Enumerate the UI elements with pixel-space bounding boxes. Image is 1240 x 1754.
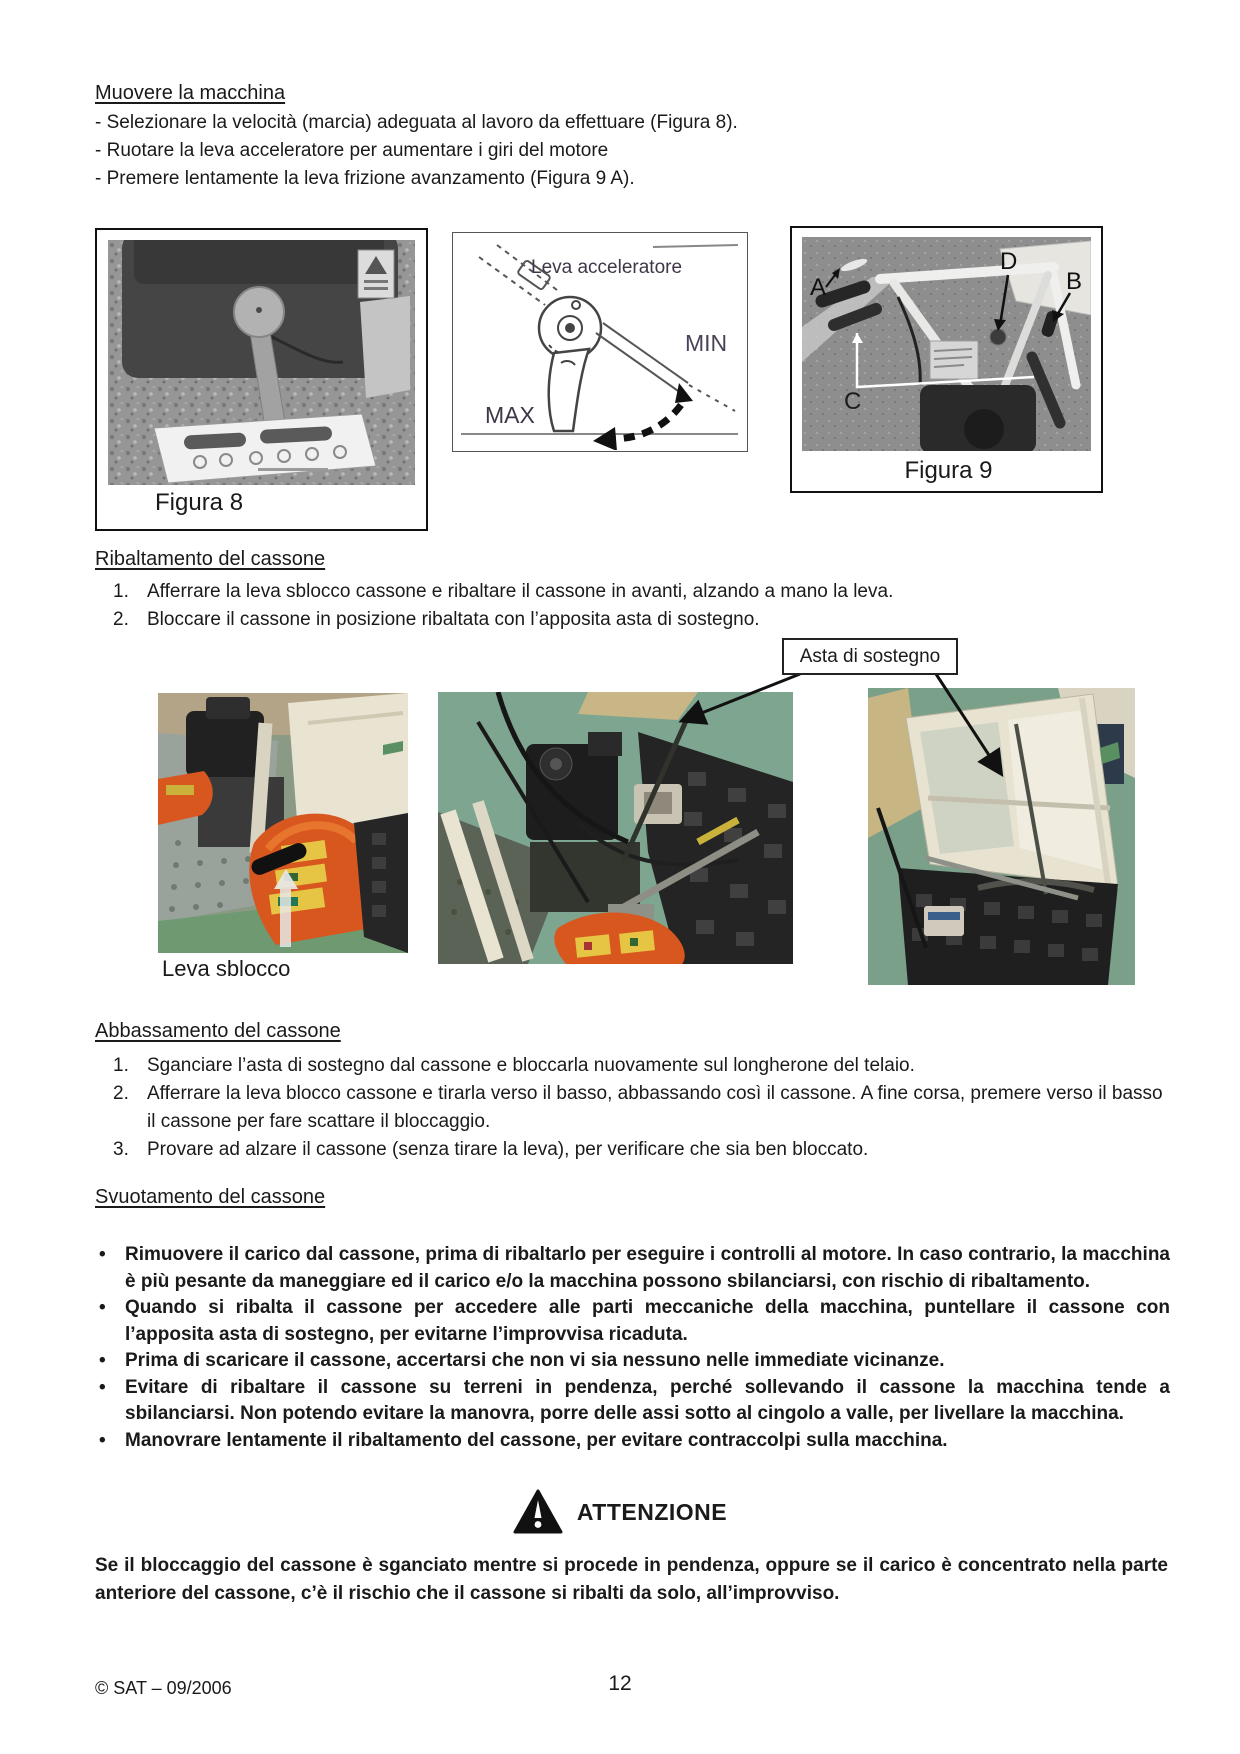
bullet-marker: • [99,1350,106,1371]
heading-svuotamento: Svuotamento del cassone [95,1186,326,1208]
knob-d [990,329,1006,345]
heading-muovere: Muovere la macchina [95,82,286,104]
white-arrow-shaft [280,889,291,947]
accel-diagram-frame [452,232,748,452]
figura9-label-a: A [810,274,827,301]
muovere-item: - Premere lentamente la leva frizione avanzamento (Figura 9 A). [95,168,635,189]
ribaltamento-list [95,578,1170,634]
footer-copyright: © SAT – 09/2006 [95,1678,232,1698]
list-item: • Quando si ribalta il cassone per accedere alle parti meccaniche della macchina, puntellare il cassone con l’apposita asta di sostegno, per evitarne l’improvvisa ricaduta. [95,1295,1170,1348]
figura9-frame [790,226,1103,493]
bullet-marker: • [99,1244,106,1265]
decal [930,341,978,379]
list-item: • Rimuovere il carico dal cassone, prima di ribaltarlo per eseguire i controlli al motore. In caso contrario, la macchina è più pesante da maneggiare ed il carico e/o la macchina possono sbilanciarsi, con rischio di ribaltamento. [95,1242,1170,1295]
figura9-photo [802,237,1091,451]
min-label: MIN [685,330,728,356]
section-muovere [95,80,1170,193]
leva-sblocco-caption: Leva sblocco [162,956,291,981]
figura9-label-c: C [844,388,862,415]
figura8-frame [95,228,428,531]
list-item: 2. Afferrare la leva blocco cassone e tirarla verso il basso, abbassando così il cassone. A fine corsa, premere verso il basso il cassone per fare scattare il bloccaggio. [113,1083,1163,1132]
accel-label: Leva acceleratore [531,257,683,278]
list-item: • Evitare di ribaltare il cassone su terreni in pendenza, perché sollevando il cassone la macchina tende a sbilanciarsi. Non potendo evitare la manovra, porre delle assi sotto al cingolo a valle, per livellare la macchina. [95,1375,1170,1428]
muovere-list [95,109,1170,193]
accel-diagram [453,233,746,450]
figura9-label-d: D [1000,248,1018,275]
figura8-caption: Figura 8 [155,489,244,516]
asta-callout-box [782,638,958,675]
photo-cassone-raised [868,688,1135,985]
bullet-marker: • [99,1429,106,1451]
abbassamento-list [95,1052,1170,1164]
figura9-label-b: B [1066,268,1083,295]
muovere-item: - Selezionare la velocità (marcia) adeguata al lavoro da effettuare (Figura 8). [95,112,738,133]
list-item: 3. Provare ad alzare il cassone (senza tirare la leva), per verificare che sia ben bloccato. [113,1139,869,1160]
figura9-caption: Figura 9 [904,457,993,484]
section-ribaltamento [95,546,1170,634]
svuotamento-list [95,1242,1170,1454]
engine [186,711,264,777]
list-item: 1. Afferrare la leva sblocco cassone e ribaltare il cassone in avanti, alzando a mano la leva. [113,581,894,602]
bullet-marker: • [99,1297,106,1318]
heading-ribaltamento: Ribaltamento del cassone [95,548,326,570]
muovere-item: - Ruotare la leva acceleratore per aumentare i giri del motore [95,140,609,161]
section-svuotamento [95,1184,1170,1454]
figura8-photo [108,240,415,485]
attenzione-banner [0,1488,1240,1536]
warning-paragraph: Se il bloccaggio del cassone è sganciato mentre si procede in pendenza, oppure se il carico è concentrato nella parte anteriore del cassone, c’è il rischio che il cassone si ribalti da solo, all’improvviso. [95,1555,1168,1604]
heading-abbassamento: Abbassamento del cassone [95,1020,341,1042]
photo-asta-engine [438,692,793,964]
list-item: • Manovrare lentamente il ribaltamento del cassone, per evitare contraccolpi sulla macchina. [95,1428,1170,1455]
engine-top [924,906,964,936]
photo-leva-sblocco [158,693,408,953]
warning-triangle-icon [513,1489,563,1535]
asta-callout-label: Asta di sostegno [799,646,941,667]
max-label: MAX [485,402,535,428]
page-number: 12 [608,1672,632,1695]
section-abbassamento [95,1018,1170,1164]
list-item: 2. Bloccare il cassone in posizione ribaltata con l’apposita asta di sostegno. [113,609,760,630]
attenzione-label: ATTENZIONE [576,1498,728,1525]
list-item: 1. Sganciare l’asta di sostegno dal cassone e bloccarla nuovamente sul longherone del telaio. [113,1055,915,1076]
frame-rail [360,296,410,398]
list-item: • Prima di scaricare il cassone, accertarsi che non vi sia nessuno nelle immediate vicinanze. [95,1348,1170,1375]
bullet-marker: • [99,1376,106,1398]
